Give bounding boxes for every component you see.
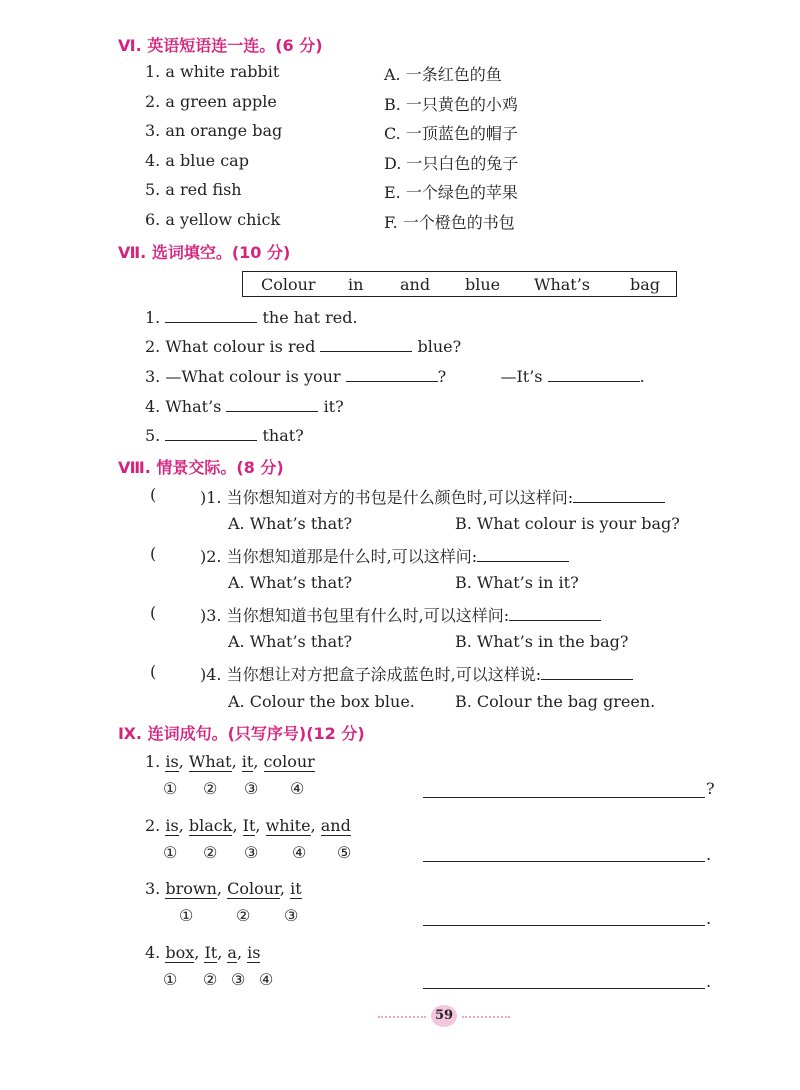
circled-number: ④	[292, 843, 307, 862]
word-bank-item: in	[348, 275, 364, 294]
circled-number: ①	[163, 970, 178, 989]
option-a: A. Colour the box blue.	[228, 692, 415, 711]
word-bank-item: and	[400, 275, 431, 294]
word-bank-item: Colour	[261, 275, 316, 294]
section-8-title: Ⅷ. 情景交际。(8 分)	[118, 458, 284, 477]
fill-question-3: 3. —What colour is your ? —It’s .	[145, 367, 645, 386]
option-b: B. Colour the bag green.	[455, 692, 656, 711]
circled-number: ③	[244, 843, 259, 862]
choice-paren-open: (	[150, 662, 157, 681]
circled-number: ①	[163, 843, 178, 862]
sentence-end: .	[706, 972, 712, 991]
word-bank-item: bag	[630, 275, 661, 294]
circled-number: ②	[236, 906, 251, 925]
option-b: B. What’s in it?	[455, 573, 579, 592]
circled-number: ②	[203, 843, 218, 862]
match-right-a: A. 一条红色的鱼	[384, 65, 502, 84]
answer-blank[interactable]	[320, 337, 412, 352]
situation-question-3: )3. 当你想知道书包里有什么时,可以这样问:	[200, 603, 601, 626]
match-left-6: 6. a yellow chick	[145, 210, 281, 229]
word-bank-item: blue	[465, 275, 501, 294]
footer-dots-left	[378, 1016, 426, 1018]
match-right-f: F. 一个橙色的书包	[384, 213, 515, 232]
fill-question-1: 1. the hat red.	[145, 308, 358, 327]
match-right-b: B. 一只黄色的小鸡	[384, 95, 518, 114]
circled-number: ②	[203, 970, 218, 989]
answer-blank[interactable]	[346, 367, 438, 382]
circled-number: ④	[259, 970, 274, 989]
choice-paren-open: (	[150, 485, 157, 504]
option-b: B. What colour is your bag?	[455, 514, 680, 533]
fill-question-2: 2. What colour is red blue?	[145, 337, 462, 356]
scramble-words-2: 2. is, black, It, white, and	[145, 816, 351, 835]
answer-blank[interactable]	[573, 488, 665, 503]
circled-number: ③	[284, 906, 299, 925]
answer-blank[interactable]	[165, 308, 257, 323]
option-a: A. What’s that?	[228, 632, 353, 651]
match-left-1: 1. a white rabbit	[145, 62, 280, 81]
circled-number: ④	[290, 779, 305, 798]
match-left-3: 3. an orange bag	[145, 121, 283, 140]
word-bank	[242, 271, 677, 297]
answer-blank[interactable]	[548, 367, 640, 382]
option-a: A. What’s that?	[228, 573, 353, 592]
match-right-c: C. 一顶蓝色的帽子	[384, 124, 518, 143]
section-7-title: Ⅶ. 选词填空。(10 分)	[118, 243, 291, 262]
circled-number: ③	[244, 779, 259, 798]
scramble-words-4: 4. box, It, a, is	[145, 943, 261, 962]
answer-line[interactable]	[423, 988, 705, 989]
section-6-title: Ⅵ. 英语短语连一连。(6 分)	[118, 36, 323, 55]
circled-number: ①	[163, 779, 178, 798]
circled-number: ③	[231, 970, 246, 989]
option-b: B. What’s in the bag?	[455, 632, 629, 651]
circled-number: ①	[179, 906, 194, 925]
answer-line[interactable]	[423, 861, 705, 862]
choice-paren-open: (	[150, 544, 157, 563]
answer-blank[interactable]	[477, 547, 569, 562]
situation-question-1: )1. 当你想知道对方的书包是什么颜色时,可以这样问:	[200, 485, 740, 508]
footer-dots-right	[462, 1016, 510, 1018]
fill-question-4: 4. What’s it?	[145, 397, 344, 416]
answer-line[interactable]	[423, 797, 705, 798]
match-left-4: 4. a blue cap	[145, 151, 249, 170]
sentence-end: .	[706, 909, 712, 928]
sentence-end: ?	[706, 779, 715, 798]
scramble-words-3: 3. brown, Colour, it	[145, 879, 302, 898]
match-right-e: E. 一个绿色的苹果	[384, 183, 518, 202]
circled-number: ②	[203, 779, 218, 798]
answer-blank[interactable]	[509, 606, 601, 621]
situation-question-2: )2. 当你想知道那是什么时,可以这样问:	[200, 544, 569, 567]
answer-blank[interactable]	[165, 426, 257, 441]
word-bank-item: What’s	[534, 275, 591, 294]
match-left-5: 5. a red fish	[145, 180, 242, 199]
choice-paren-open: (	[150, 603, 157, 622]
answer-blank[interactable]	[541, 665, 633, 680]
option-a: A. What’s that?	[228, 514, 353, 533]
answer-line[interactable]	[423, 925, 705, 926]
fill-question-5: 5. that?	[145, 426, 304, 445]
situation-question-4: )4. 当你想让对方把盒子涂成蓝色时,可以这样说:	[200, 662, 633, 685]
match-left-2: 2. a green apple	[145, 92, 277, 111]
match-right-d: D. 一只白色的兔子	[384, 154, 519, 173]
section-9-title: Ⅸ. 连词成句。(只写序号)(12 分)	[118, 724, 365, 743]
answer-blank[interactable]	[226, 397, 318, 412]
page-number: 59	[431, 1005, 457, 1027]
sentence-end: .	[706, 845, 712, 864]
circled-number: ⑤	[337, 843, 352, 862]
scramble-words-1: 1. is, What, it, colour	[145, 752, 315, 771]
